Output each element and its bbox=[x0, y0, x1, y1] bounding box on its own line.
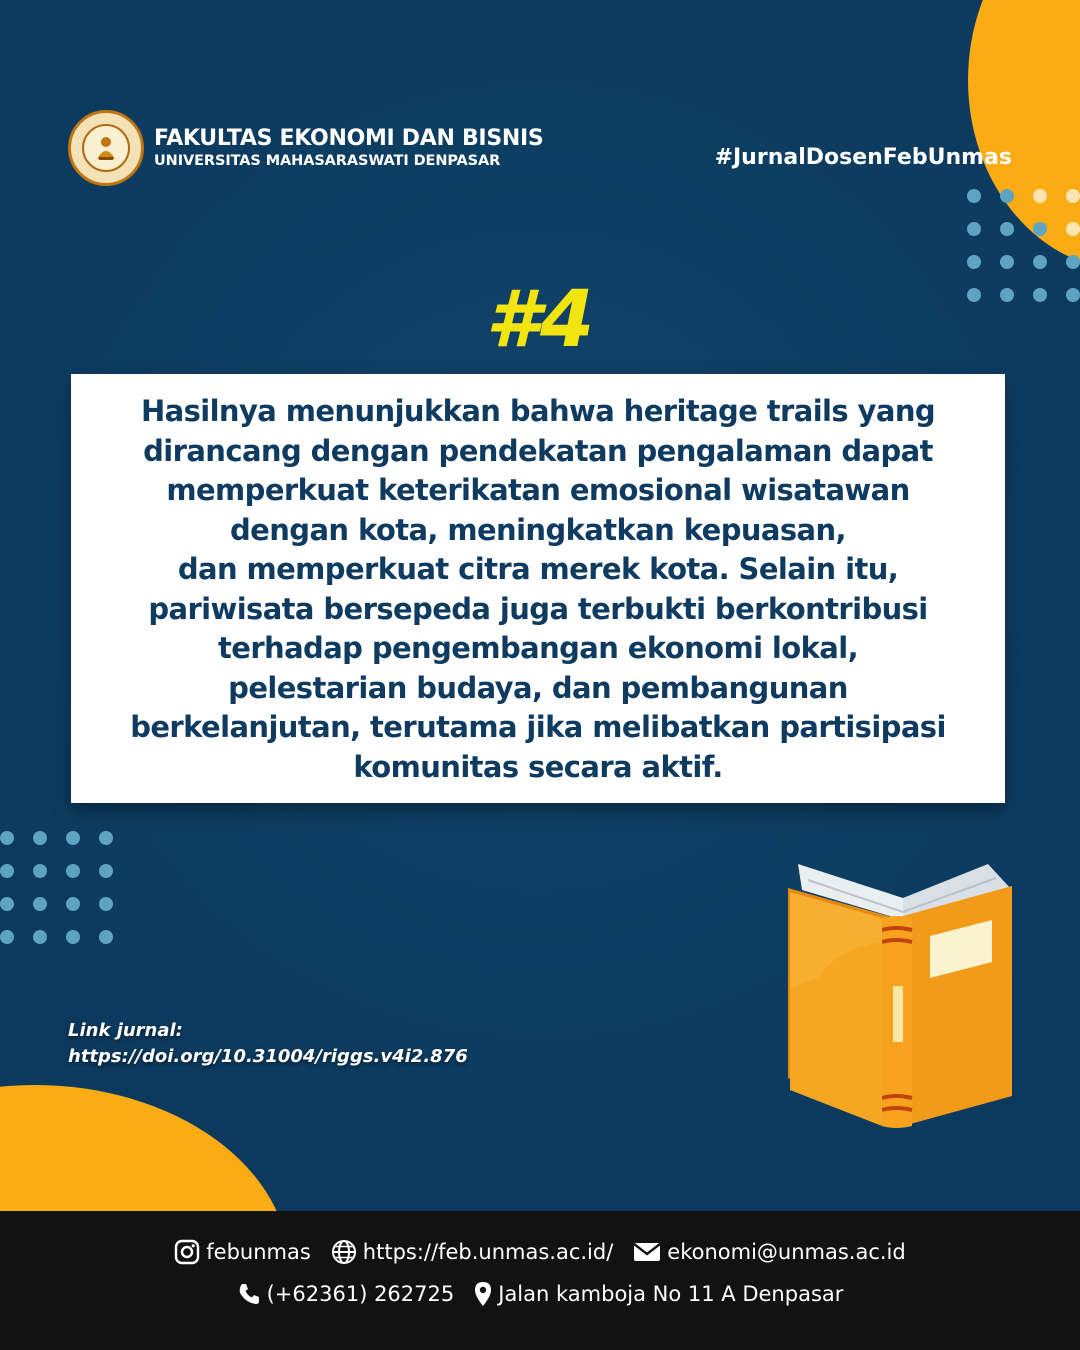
instagram-handle: febunmas bbox=[206, 1240, 311, 1264]
book-icon bbox=[778, 858, 1028, 1138]
summary-line: dengan kota, meningkatkan kepuasan, bbox=[230, 512, 846, 547]
dot-pattern-left bbox=[0, 831, 113, 944]
summary-line: berkelanjutan, terutama jika melibatkan partisipasi bbox=[130, 710, 946, 744]
globe-icon bbox=[331, 1239, 357, 1265]
journal-link-url[interactable]: https://doi.org/10.31004/riggs.v4i2.876 bbox=[68, 1046, 468, 1067]
journal-link-block bbox=[68, 1018, 468, 1070]
hashtag: #JurnalDosenFebUnmas bbox=[714, 145, 1012, 170]
website-contact[interactable] bbox=[331, 1239, 613, 1265]
instagram-contact[interactable] bbox=[174, 1239, 311, 1265]
summary-line: komunitas secara aktif. bbox=[353, 749, 723, 784]
phone-icon bbox=[237, 1282, 261, 1306]
summary-line: pelestarian budaya, dan pembangunan bbox=[228, 670, 848, 705]
phone-contact[interactable] bbox=[237, 1282, 455, 1306]
location-pin-icon bbox=[474, 1281, 492, 1307]
footer bbox=[0, 1211, 1080, 1350]
summary-card bbox=[71, 374, 1005, 803]
item-number: #4 bbox=[485, 275, 595, 365]
instagram-icon bbox=[174, 1239, 200, 1265]
university-logo bbox=[68, 110, 144, 186]
email-contact[interactable] bbox=[633, 1240, 905, 1264]
address-text: Jalan kamboja No 11 A Denpasar bbox=[498, 1282, 844, 1306]
phone-number: (+62361) 262725 bbox=[266, 1282, 455, 1306]
faculty-name: FAKULTAS EKONOMI DAN BISNIS bbox=[154, 126, 544, 151]
mail-icon bbox=[633, 1241, 661, 1263]
address-contact bbox=[474, 1281, 843, 1307]
header bbox=[68, 110, 543, 186]
summary-line: Hasilnya menunjukkan bahwa heritage trails yang bbox=[140, 394, 936, 428]
email-address: ekonomi@unmas.ac.id bbox=[667, 1240, 906, 1264]
summary-line: memperkuat keterikatan emosional wisatawan bbox=[166, 473, 910, 507]
summary-line: dan memperkuat citra merek kota. Selain itu, bbox=[177, 552, 899, 586]
summary-line: terhadap pengembangan ekonomi lokal, bbox=[218, 631, 858, 665]
summary-line: dirancang dengan pendekatan pengalaman dapat bbox=[143, 433, 933, 468]
summary-line: pariwisata bersepeda juga terbukti berkontribusi bbox=[148, 591, 928, 626]
university-name: UNIVERSITAS MAHASARASWATI DENPASAR bbox=[154, 153, 501, 169]
summary-text bbox=[85, 392, 991, 787]
journal-link-label: Link jurnal: bbox=[68, 1020, 183, 1041]
website-url: https://feb.unmas.ac.id/ bbox=[362, 1240, 614, 1264]
